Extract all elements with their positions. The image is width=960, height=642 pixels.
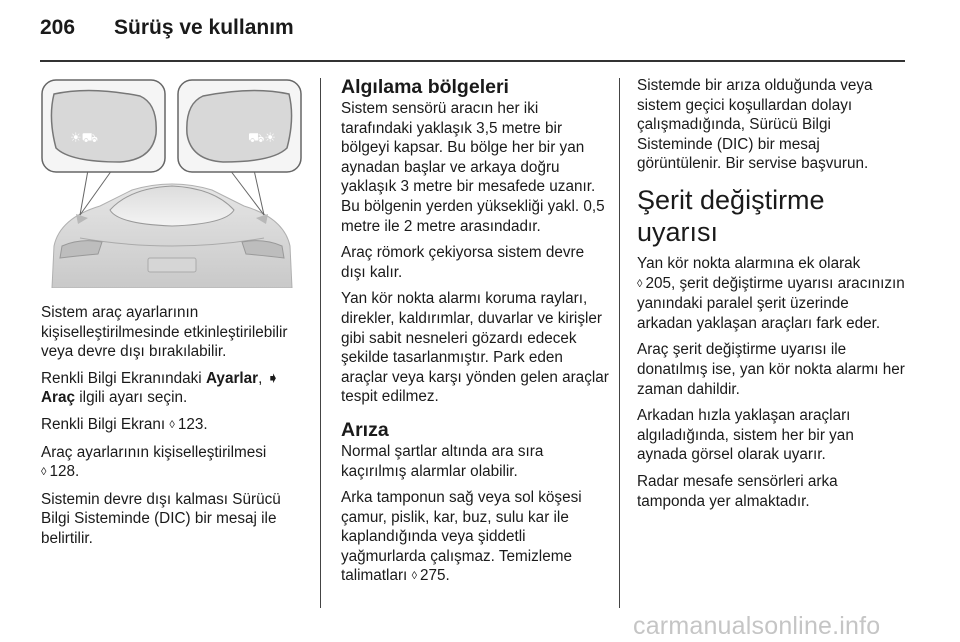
column-3 xyxy=(637,76,905,518)
page-reference[interactable]: 205, xyxy=(645,274,676,292)
paragraph: Arka tamponun sağ veya sol köşesi çamur, pislik, kar, buz, sulu kar ile kaplandığında veya şiddetli yağmurlarda çalışmaz. Temizleme talimatları ◊ 275. xyxy=(341,488,609,587)
left-mirror-indicator-icon: ☀⛟ xyxy=(70,131,99,146)
column-divider-1 xyxy=(320,78,321,608)
xref-icon: ◊ xyxy=(637,277,643,290)
column-1 xyxy=(41,303,309,556)
menu-path-settings: Ayarlar xyxy=(205,369,259,387)
page-reference[interactable]: 128. xyxy=(49,463,80,481)
page-header xyxy=(40,16,294,40)
paragraph: Yan kör nokta alarmına ek olarak ◊ 205, şerit değiştirme uyarısı aracınızın yanındaki paralel şerit üzerinde arkadan yaklaşan araçları fark eder. xyxy=(637,254,905,332)
column-divider-2 xyxy=(619,78,620,608)
paragraph: Sistemin devre dışı kalması Sürücü Bilgi Sisteminde (DIC) bir mesaj ile belirtilir. xyxy=(41,490,281,547)
paragraph: Sistem sensörü aracın her iki tarafındaki yaklaşık 3,5 metre bir bölgeyi kapsar. Bu bölge her bir yan aynadan başlar ve arkaya doğru yaklaşık 3 metre bir mesafede uzanır. Bu bölgenin yerden yüksekliği yakl. 0,5 metre ile 2 metre arasındadır. xyxy=(341,100,605,235)
paragraph: Renkli Bilgi Ekranı ◊ 123. xyxy=(41,415,309,436)
left-mirror-glass xyxy=(51,90,156,162)
blind-spot-figure xyxy=(40,78,303,288)
page-reference[interactable]: 123. xyxy=(177,415,208,433)
paragraph: Radar mesafe sensörleri arka tamponda yer almaktadır. xyxy=(637,472,838,510)
page-reference[interactable]: 275. xyxy=(420,567,450,585)
paragraph: Araç şerit değiştirme uyarısı ile donatılmış ise, yan kör nokta alarmı her zaman dahildir. xyxy=(637,341,905,398)
right-mirror-indicator-icon: ⛟☀ xyxy=(248,131,277,146)
column-2 xyxy=(341,76,609,594)
xref-icon: ◊ xyxy=(169,418,175,431)
arrow-icon: , ➧ xyxy=(258,369,280,387)
page-number: 206 xyxy=(40,16,76,39)
paragraph: Renkli Bilgi Ekranındaki Ayarlar, ➧ Araç ilgili ayarı seçin. xyxy=(41,369,280,407)
menu-path-vehicle: Araç xyxy=(41,389,76,407)
section-heading: Arıza xyxy=(341,418,389,441)
paragraph: Yan kör nokta alarmı koruma rayları, direkler, kaldırımlar, duvarlar ve kirişler gibi sabit nesneleri gözardı edecek şekilde tasarlanmıştır. Park eden araçlar veya karşı yönden gelen araçlar tespit edilmez. xyxy=(341,290,609,406)
xref-icon: ◊ xyxy=(411,570,417,583)
watermark: carmanualsonline.info xyxy=(633,612,881,640)
car-rear-illustration xyxy=(40,78,303,288)
paragraph: Normal şartlar altında ara sıra kaçırılmış alarmlar olabilir. xyxy=(341,442,544,480)
xref-icon: ◊ xyxy=(41,466,47,479)
paragraph: Arkadan hızla yaklaşan araçları algıladığında, sistem her bir yan aynada görsel olarak uyarır. xyxy=(637,407,854,464)
paragraph: Araç ayarlarının kişiselleştirilmesi ◊ 128. xyxy=(41,443,309,483)
paragraph: Sistem araç ayarlarının kişiselleştirilmesinde etkinleştirilebilir veya devre dışı bırakılabilir. xyxy=(41,304,288,361)
paragraph: Sistemde bir arıza olduğunda veya sistem geçici koşullardan dolayı çalışmadığında, Sürücü Bilgi Sisteminde (DIC) bir mesaj görüntülenir. Bir servise başvurun. xyxy=(637,77,873,173)
section-heading: Algılama bölgeleri xyxy=(341,76,509,98)
paragraph: Araç römork çekiyorsa sistem devre dışı kalır. xyxy=(341,244,585,281)
header-rule xyxy=(40,60,905,62)
section-title: Şerit değiştirme uyarısı xyxy=(637,184,825,247)
page-title: Sürüş ve kullanım xyxy=(114,16,294,39)
right-mirror-glass xyxy=(187,90,292,162)
